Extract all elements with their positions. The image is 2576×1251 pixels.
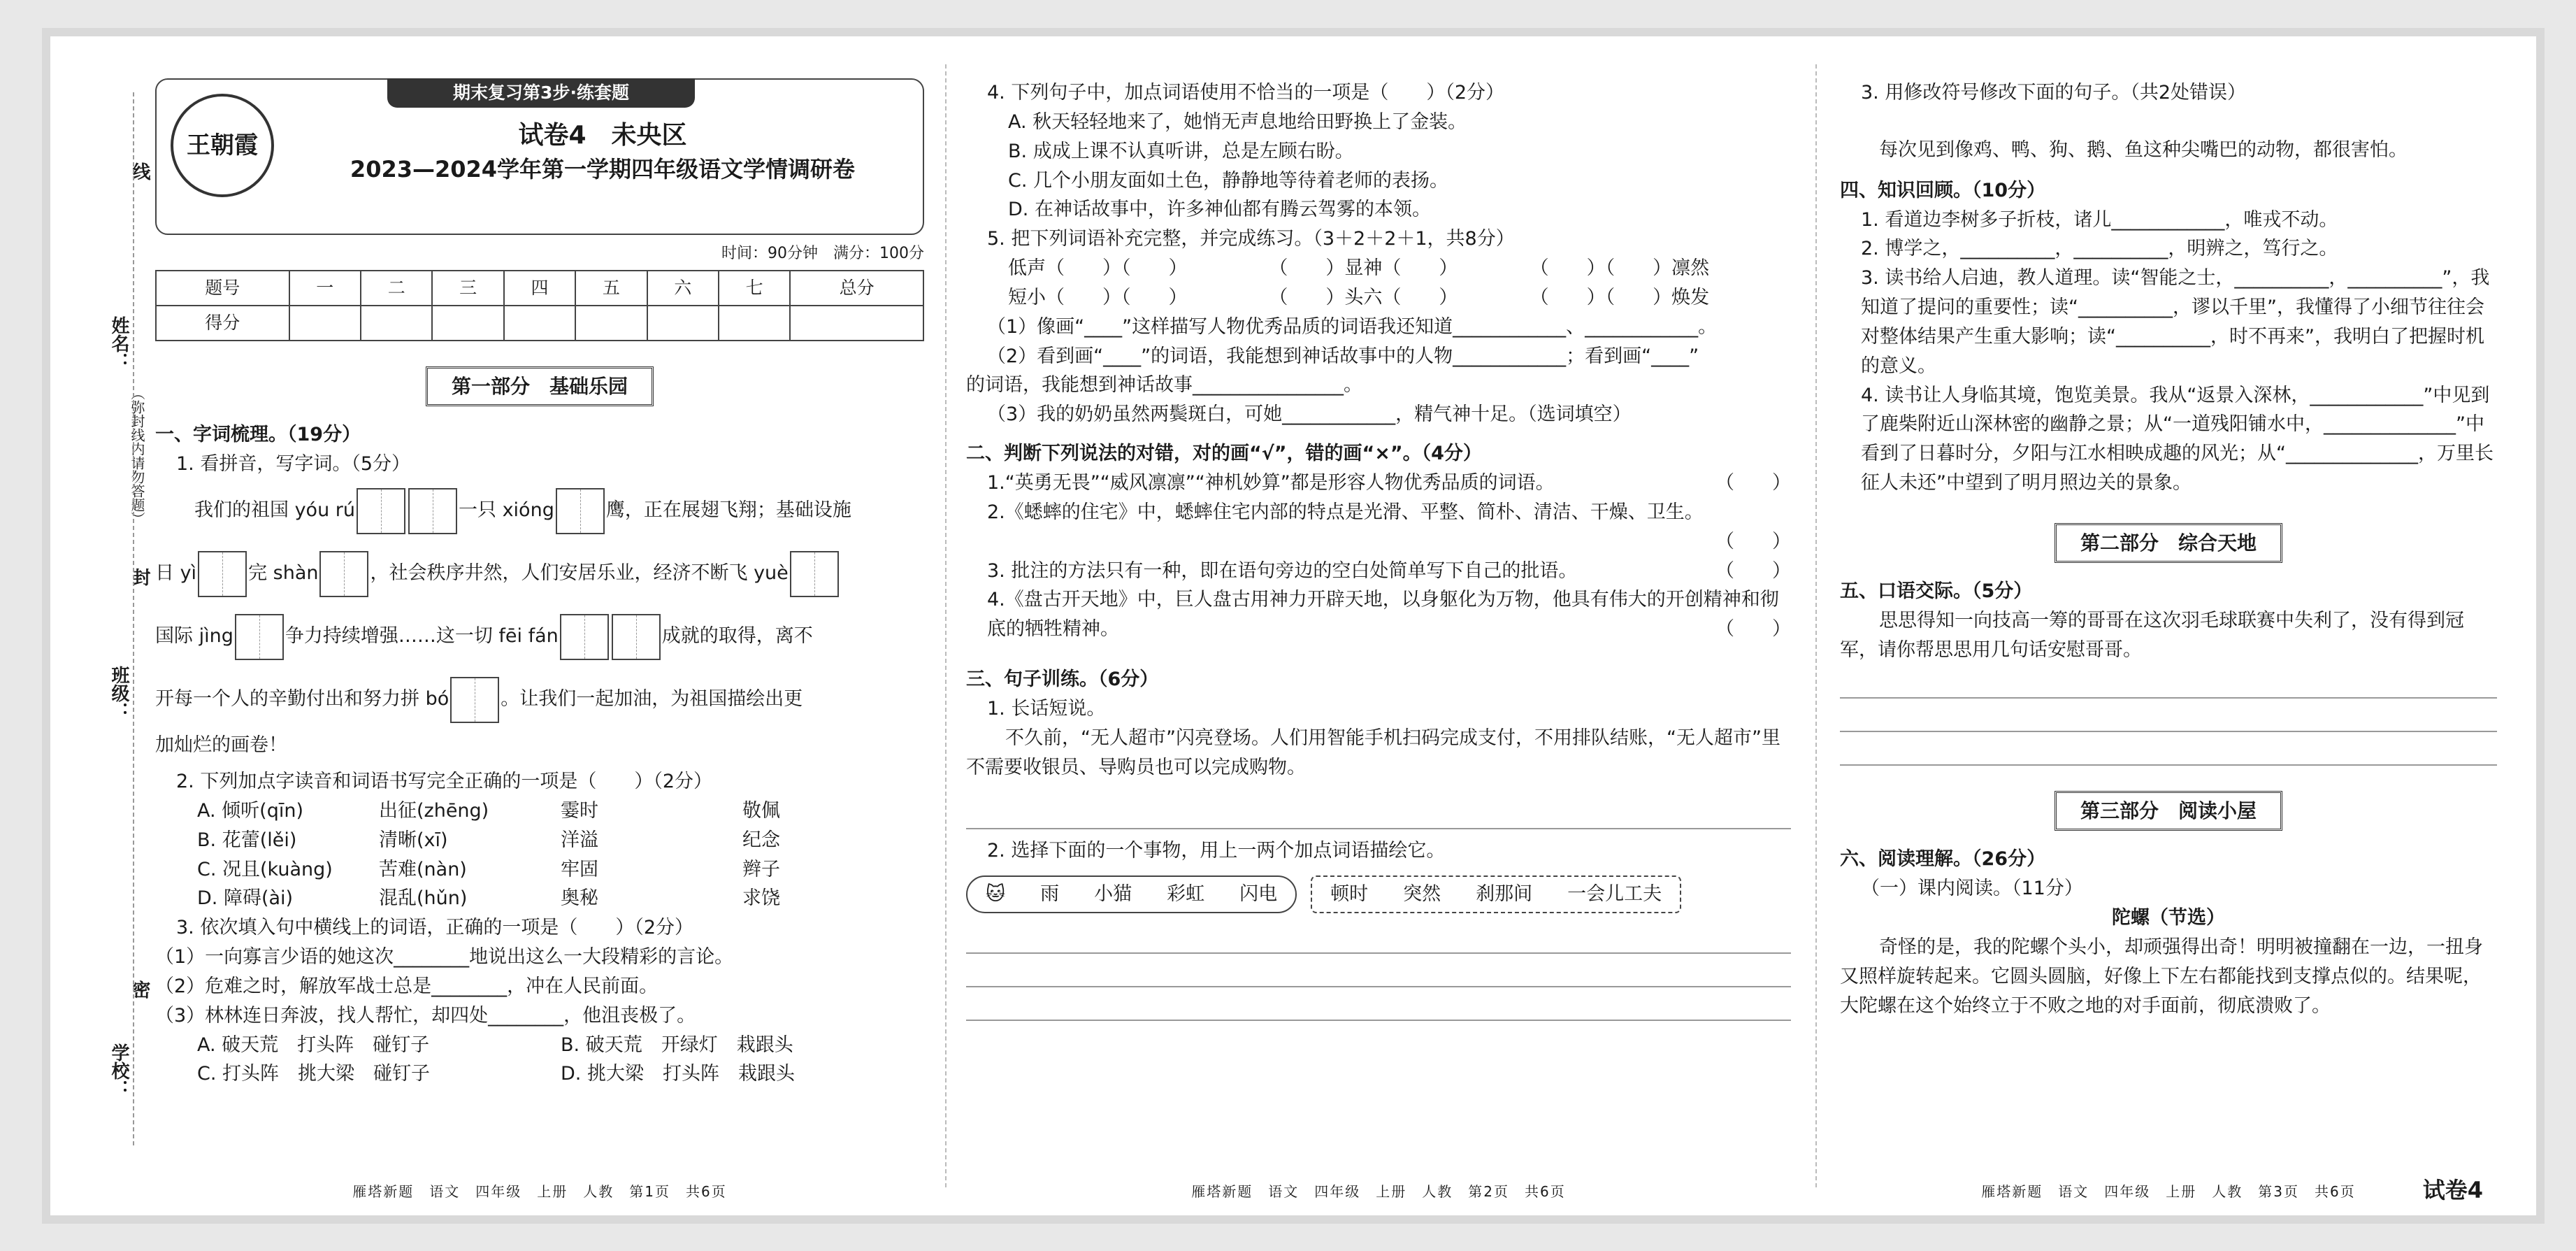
section-4-title: 四、知识回顾。（10分） — [1840, 179, 2046, 201]
char-grid[interactable] — [450, 677, 499, 723]
reading-title: 陀螺（节选） — [2112, 906, 2225, 929]
idiom-fill: （ ）显神（ ） — [1269, 257, 1458, 280]
thing-option[interactable]: 小猫 — [1094, 883, 1132, 906]
score-header-cell: 题号 — [156, 271, 289, 306]
idiom-row[interactable] — [1008, 254, 1791, 283]
option-text[interactable]: B. 成成上课不认真听讲，总是左顾右盼。 — [1008, 140, 1354, 162]
section-6-title: 六、阅读理解。（26分） — [1840, 848, 2046, 871]
part-3-title: 第三部分 阅读小屋 — [2055, 791, 2282, 831]
judge-text: 1.“英勇无畏”“威风凛凛”“神机妙算”都是形容人物优秀品质的词语。 — [987, 471, 1555, 494]
paper-title: 试卷4 未央区 — [518, 121, 687, 150]
column-1 — [155, 78, 924, 1200]
judge-item — [987, 469, 1791, 498]
passage-text: 成就的取得，离不 — [661, 625, 813, 648]
judge-text: 3. 批注的方法只有一种，即在语句旁边的空白处简单写下自己的批语。 — [987, 559, 1578, 582]
pinyin-passage — [155, 668, 924, 731]
judge-text: 2.《蟋蟀的住宅》中，蟋蟀住宅内部的特点是光滑、平整、简朴、清洁、干燥、卫生。 — [987, 501, 1704, 523]
passage-text: 不久前，“无人超市”闪亮登场。人们用智能手机扫码完成支付，不用排队结账，“无人超市”里不需要收银员、导购员也可以完成购物。 — [966, 727, 1780, 778]
question-1-4: 4. 下列句子中，加点词语使用不恰当的一项是（ ）（2分） — [987, 82, 1505, 103]
option-text: 牢固 — [561, 858, 598, 880]
answer-line[interactable] — [1840, 699, 2497, 732]
score-header-cell: 七 — [719, 271, 790, 306]
fill-sentence: （1）一向寡言少语的她这次________地说出这么一大段精彩的言论。 — [155, 946, 734, 968]
cat-mascot-icon: 🐱 — [986, 883, 1006, 906]
question-3-3: 3. 用修改符号修改下面的句子。（共2处错误） — [1861, 82, 2247, 103]
score-header-cell: 二 — [361, 271, 432, 306]
option-text: 奥秘 — [561, 887, 598, 910]
answer-line[interactable] — [966, 987, 1791, 1021]
seal-mark: 线 — [129, 162, 150, 180]
char-grid[interactable] — [235, 614, 284, 660]
answer-line[interactable] — [966, 796, 1791, 829]
sentence-to-fix: 每次见到像鸡、鸭、狗、鹅、鱼这种尖嘴巴的动物，都很害怕。 — [1879, 138, 2408, 161]
seal-mark: 密 — [129, 980, 150, 999]
passage-text: ，社会秩序井然，人们安居乐业，经济不断飞 yuè — [370, 562, 789, 585]
thing-option[interactable]: 闪电 — [1239, 883, 1278, 906]
column-3 — [1840, 78, 2497, 1204]
column-2 — [966, 78, 1791, 1200]
option-row[interactable] — [197, 855, 924, 885]
paper-subtitle: 2023—2024学年第一学期四年级语文学情调研卷 — [350, 156, 856, 183]
fill-sentence: （2）看到画“____”的词语，我能想到神话故事中的人物____________；看到画“____” — [987, 345, 1699, 367]
passage-text: 国际 jìng — [155, 625, 233, 648]
judge-text: 4.《盘古开天地》中，巨人盘古用神力开辟天地，以身躯化为万物，他具有伟大的开创精神和彻底的牺牲精神。 — [987, 589, 1779, 641]
question-3-2: 2. 选择下面的一个事物，用上一两个加点词语描绘它。 — [987, 840, 1446, 862]
option-text[interactable]: C. 几个小朋友面如土色，静静地等待着老师的表扬。 — [1008, 169, 1449, 192]
question-1-5: 5. 把下列词语补充完整，并完成练习。（3＋2＋2＋1，共8分） — [987, 228, 1515, 250]
answer-paren[interactable]: （ ） — [1715, 618, 1791, 641]
fill-sentence: （2）危难之时，解放军战士总是________，冲在人民前面。 — [155, 975, 659, 997]
score-header-cell: 总分 — [790, 271, 923, 306]
recall-item: 1. 看道边李树多子折枝，诸儿____________，唯戎不动。 — [1861, 208, 2338, 231]
passage-text: 一只 xióng — [459, 499, 554, 522]
fill-sentence: （1）像画“____”这样描写人物优秀品质的词语我还知道____________、____________。 — [987, 315, 1718, 338]
option-text: 辫子 — [742, 858, 780, 880]
word-option[interactable]: 突然 — [1403, 883, 1441, 906]
option-row[interactable] — [197, 884, 924, 913]
option-text: 洋溢 — [561, 829, 598, 851]
option-text: 霎时 — [561, 799, 598, 822]
char-grid[interactable] — [560, 614, 609, 660]
reading-passage: 奇怪的是，我的陀螺个头小，却顽强得出奇！明明被撞翻在一边，一扭身又照样旋转起来。它圆头圆脑，好像上下左右都能找到支撑点似的。结果呢，大陀螺在这个始终立于不败之地的对手面前，彻底溃败了。 — [1840, 936, 2483, 1017]
idiom-fill: 短小（ ）（ ） — [1008, 286, 1188, 308]
word-option[interactable]: 一会儿工夫 — [1567, 883, 1662, 906]
answer-line[interactable] — [966, 920, 1791, 954]
thing-option[interactable]: 彩虹 — [1167, 883, 1205, 906]
score-header-cell: 六 — [647, 271, 719, 306]
notice-label: （弥封线内请勿答题） — [129, 386, 145, 526]
option-text: C. 况且(kuàng) — [197, 858, 333, 880]
option-text: 苦难(nàn) — [379, 858, 467, 880]
passage-text: 开每一个人的辛勤付出和努力拼 bó — [155, 688, 449, 710]
passage-text: 鹰，正在展翅飞翔；基础设施 — [605, 499, 851, 522]
answer-paren[interactable]: （ ） — [1715, 471, 1791, 494]
recall-item: 2. 博学之，__________，__________，明辨之，笃行之。 — [1861, 238, 2338, 260]
idiom-fill: （ ）（ ）焕发 — [1530, 286, 1710, 308]
subsection-title: （一）课内阅读。（11分） — [1861, 878, 2083, 900]
binding-margin — [99, 92, 150, 1145]
answer-line[interactable] — [1840, 665, 2497, 699]
paper-tag: 试卷4 — [2422, 1177, 2483, 1204]
option-text: D. 障碍(ài) — [197, 887, 294, 910]
option-text: A. 破天荒 打头阵 碰钉子 — [197, 1034, 430, 1056]
section-2-title: 二、判断下列说法的对错，对的画“√”，错的画“×”。（4分） — [966, 443, 1482, 465]
option-text: A. 倾听(qīn) — [197, 799, 303, 822]
idiom-fill: （ ）（ ）凛然 — [1530, 257, 1710, 280]
option-text: D. 挑大梁 打头阵 栽跟头 — [561, 1063, 795, 1085]
score-cell[interactable] — [575, 306, 647, 341]
passage-text: 争力持续增强……这一切 fēi fán — [285, 625, 559, 648]
judge-item — [987, 498, 1791, 557]
option-text: 敬佩 — [742, 799, 780, 822]
time-info: 时间：90分钟 满分：100分 — [721, 245, 924, 262]
score-cell[interactable] — [790, 306, 923, 341]
pinyin-passage — [155, 542, 924, 605]
question-1-1: 1. 看拼音，写字词。（5分） — [176, 453, 411, 476]
char-grid[interactable] — [357, 488, 405, 534]
passage-text: 日 yì — [155, 562, 197, 585]
question-1-3: 3. 依次填入句中横线上的词语，正确的一项是（ ）（2分） — [176, 917, 694, 939]
passage-text: 。让我们一起加油，为祖国描绘出更 — [501, 688, 803, 710]
option-text: 出征(zhēng) — [379, 799, 489, 822]
option-text: 混乱(hǔn) — [379, 887, 468, 910]
question-1-2: 2. 下列加点字读音和词语书写完全正确的一项是（ ）（2分） — [176, 771, 713, 793]
exam-sheet — [42, 28, 2545, 1224]
part-2-title: 第二部分 综合天地 — [2055, 523, 2282, 563]
option-text[interactable]: D. 在神话故事中，许多神仙都有腾云驾雾的本领。 — [1008, 199, 1431, 221]
score-cell[interactable] — [719, 306, 790, 341]
idiom-fill: （ ）头六（ ） — [1269, 286, 1458, 308]
pinyin-passage — [155, 605, 924, 668]
section-1-title: 一、字词梳理。（19分） — [155, 424, 361, 446]
word-choices — [966, 875, 1791, 913]
fill-sentence: 的词语，我能想到神话故事________________。 — [966, 374, 1362, 396]
option-text[interactable]: A. 秋天轻轻地来了，她悄无声息地给田野换上了金装。 — [1008, 110, 1467, 133]
option-row[interactable] — [197, 796, 924, 826]
idiom-fill: 低声（ ）（ ） — [1008, 257, 1188, 280]
question-3-1: 1. 长话短说。 — [987, 697, 1106, 720]
score-label-cell: 得分 — [156, 306, 289, 341]
option-text: C. 打头阵 挑大梁 碰钉子 — [197, 1063, 431, 1085]
judge-item — [987, 585, 1791, 644]
seal-mark: 封 — [129, 568, 150, 586]
char-grid[interactable] — [319, 551, 368, 597]
option-text: 纪念 — [742, 829, 780, 851]
passage-text: 加灿烂的画卷！ — [155, 734, 287, 757]
fill-sentence: （3）林林连日奔波，找人帮忙，却四处________，他沮丧极了。 — [155, 1004, 696, 1027]
review-banner: 期末复习第3步·练套题 — [387, 78, 695, 108]
char-grid[interactable] — [790, 551, 839, 597]
char-grid[interactable] — [612, 614, 661, 660]
score-table — [155, 270, 924, 341]
score-header-cell: 五 — [575, 271, 647, 306]
recall-item: 4. 读书让人身临其境，饱览美景。我从“返景入深林，____________”中见到了鹿柴附近山深林密的幽静之景；从“一道残阳铺水中，______________”中看到了日暮时分，夕阳与江水相映成趣的风光；从“______________，万里长征人未还”中望到了明月照边关的景象。 — [1861, 384, 2494, 494]
name-label: 姓名： — [108, 316, 129, 371]
option-text: B. 花蕾(lěi) — [197, 829, 297, 851]
passage-text: 完 shàn — [248, 562, 319, 585]
answer-paren[interactable]: （ ） — [1715, 530, 1791, 552]
option-text: 求饶 — [742, 887, 780, 910]
section-5-title: 五、口语交际。（5分） — [1840, 580, 2033, 603]
answer-paren[interactable]: （ ） — [1715, 559, 1791, 582]
school-label: 学校： — [108, 1043, 129, 1098]
option-row[interactable] — [197, 1059, 924, 1089]
thing-option[interactable]: 雨 — [1040, 883, 1060, 906]
idiom-row[interactable] — [1008, 283, 1791, 313]
passage-text: 思思得知一向技高一筹的哥哥在这次羽毛球联赛中失利了，没有得到冠军，请你帮思思用几句话安慰哥哥。 — [1840, 610, 2464, 662]
recall-item: 3. 读书给人启迪，教人道理。读“智能之士，__________，__________”，我知道了提问的重要性；读“__________，谬以千里”，我懂得了小细节往往会对整体结果产生重大影响；读“__________，时不再来”，我明白了把握时机的意义。 — [1861, 267, 2490, 377]
passage-text: 我们的祖国 yóu rú — [194, 499, 355, 522]
part-1-title: 第一部分 基础乐园 — [426, 366, 654, 406]
page-footer: 雁塔新题 语文 四年级 上册 人教 第2页 共6页 — [1191, 1183, 1566, 1200]
score-cell[interactable] — [289, 306, 361, 341]
score-cell[interactable] — [504, 306, 575, 341]
score-header-cell: 一 — [289, 271, 361, 306]
score-header-cell: 四 — [504, 271, 575, 306]
words-box — [1311, 875, 1681, 913]
char-grid[interactable] — [556, 488, 605, 534]
char-grid[interactable] — [198, 551, 247, 597]
judge-item — [987, 557, 1791, 586]
word-option[interactable]: 顿时 — [1330, 883, 1369, 906]
page-footer: 雁塔新题 语文 四年级 上册 人教 第3页 共6页 — [1981, 1183, 2356, 1200]
publisher-logo: 王朝霞 — [171, 94, 274, 197]
page-footer: 雁塔新题 语文 四年级 上册 人教 第1页 共6页 — [352, 1183, 727, 1200]
score-header-cell: 三 — [432, 271, 503, 306]
class-label: 班级： — [108, 666, 129, 720]
score-cell[interactable] — [432, 306, 503, 341]
score-cell[interactable] — [647, 306, 719, 341]
option-row[interactable] — [197, 1031, 924, 1060]
score-cell[interactable] — [361, 306, 432, 341]
section-3-title: 三、句子训练。（6分） — [966, 669, 1159, 691]
char-grid[interactable] — [408, 488, 457, 534]
word-option[interactable]: 刹那间 — [1476, 883, 1533, 906]
option-text: B. 破天荒 开绿灯 栽跟头 — [561, 1034, 793, 1056]
fill-sentence: （3）我的奶奶虽然两鬓斑白，可她____________，精气神十足。（选词填空） — [987, 403, 1632, 426]
option-row[interactable] — [197, 826, 924, 855]
things-box — [966, 875, 1297, 913]
answer-line[interactable] — [1840, 732, 2497, 766]
pinyin-passage — [155, 479, 924, 542]
option-text: 清晰(xī) — [379, 829, 448, 851]
exam-header — [155, 78, 924, 235]
answer-line[interactable] — [966, 954, 1791, 987]
